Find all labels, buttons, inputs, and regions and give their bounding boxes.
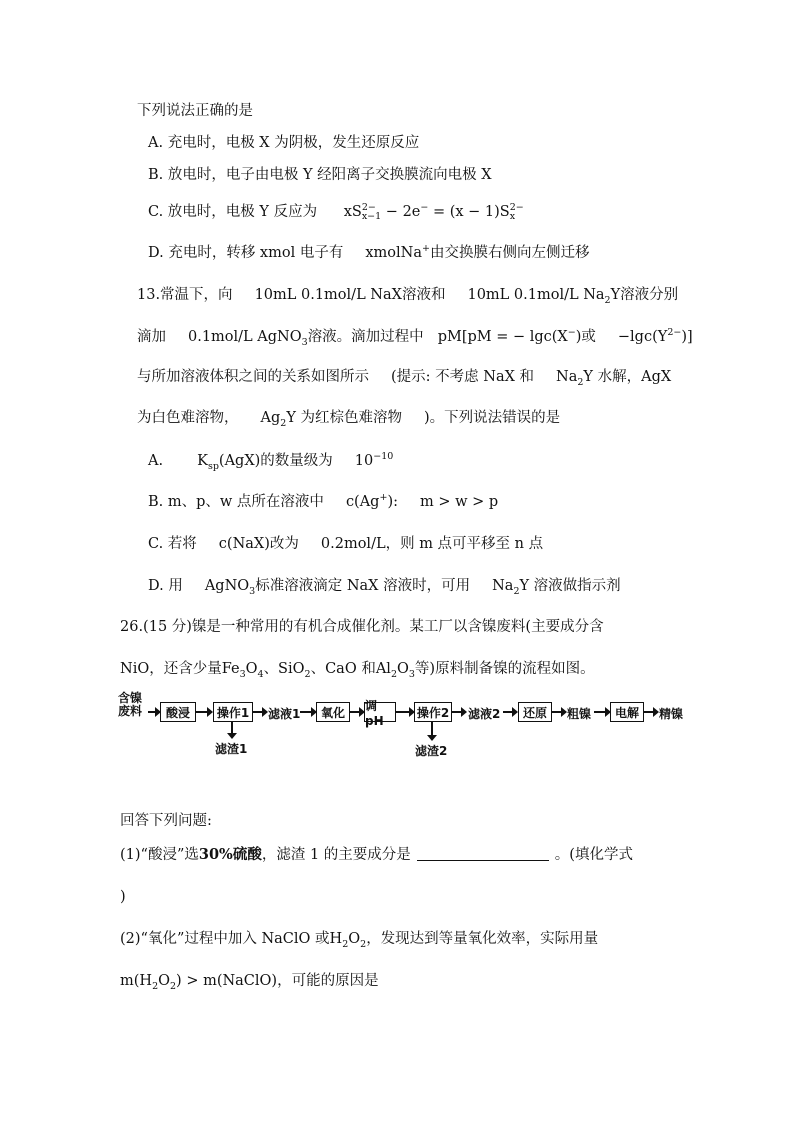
flow-box-operation1: 操作1: [213, 702, 253, 722]
q13-line4: 为白色难溶物， $Ag_2Y$ 为红棕色难溶物 )。下列说法错误的是: [137, 410, 561, 429]
flow-arrow: [350, 711, 360, 713]
intro-line: 下列说法正确的是: [137, 103, 253, 119]
flow-arrow: [396, 711, 410, 713]
flow-arrow: [452, 711, 462, 713]
q26-part1-close: ): [120, 889, 126, 905]
q13-option-b: B. m、p、w 点所在溶液中 c(Ag+): m > w > p: [148, 492, 499, 510]
flow-box-operation2: 操作2: [414, 702, 452, 722]
q13-option-d: D. 用 AgNO$_3$标准溶液滴定 NaX 溶液时，可用 $Na_2Y$ 溶液做指示剂: [148, 578, 621, 597]
flow-filtrate2: 滤液2: [468, 707, 501, 721]
q13-line3: 与所加溶液体积之间的关系如图所示 (提示: 不考虑 NaX 和 $Na_2Y$ 水解，AgX: [137, 369, 672, 388]
flow-box-electrolysis: 电解: [610, 702, 644, 722]
q12-option-d-formula: xmolNa+: [365, 243, 430, 261]
flow-arrow: [196, 711, 208, 713]
q12-option-c-text: C. 放电时，电极 Y 反应为: [148, 204, 318, 220]
q12-option-d-pre: D. 充电时，转移 xmol 电子有: [148, 245, 344, 261]
flow-residue1: 滤渣1: [215, 742, 248, 756]
q12-option-d: [148, 243, 589, 263]
answer-blank[interactable]: [417, 846, 549, 861]
q13-option-c: C. 若将 c(NaX)改为 0.2mol/L，则 m 点可平移至 n 点: [148, 536, 544, 552]
flow-box-adjust-ph: 调pH: [364, 702, 396, 722]
flow-down-arrow: [431, 722, 433, 736]
flow-arrow: [253, 711, 263, 713]
flow-arrow: [552, 711, 562, 713]
q12-option-d-post: 由交换膜右侧向左侧迁移: [429, 245, 590, 261]
flow-arrow: [644, 711, 654, 713]
q26-part2: (2)“氧化”过程中加入 NaClO 或$H_2O_2$，发现达到等量氧化效率，实际用量: [120, 931, 599, 950]
flow-arrow: [503, 711, 513, 713]
q26-part2-line2: $m(H_2O_2)$ > m(NaClO)，可能的原因是: [120, 973, 379, 992]
flow-box-oxidation: 氧化: [316, 702, 350, 722]
q13-line1: 13.常温下，向 10mL 0.1mol/L NaX溶液和 10mL 0.1mol/L $Na_2Y$溶液分别: [137, 287, 679, 306]
q12-option-b: B. 放电时，电子由电极 Y 经阳离子交换膜流向电极 X: [148, 167, 492, 183]
answer-intro: 回答下列问题:: [120, 813, 212, 829]
flow-down-arrow: [231, 722, 233, 734]
flow-arrow: [594, 711, 606, 713]
flow-arrow: [148, 711, 156, 713]
flow-start-label: 含镍 废料: [118, 691, 143, 718]
flow-box-acid-leach: 酸浸: [160, 702, 196, 722]
flow-filtrate1: 滤液1: [268, 707, 301, 721]
flow-refined-nickel: 精镍: [659, 707, 684, 721]
flow-arrow: [300, 711, 312, 713]
q26-line1: 26.(15 分)镍是一种常用的有机合成催化剂。某工厂以含镍废料(主要成分含: [120, 619, 604, 635]
q12-option-c: [148, 202, 524, 222]
flow-crude-nickel: 粗镍: [567, 707, 592, 721]
q26-part1: (1)“酸浸”选30%硫酸，滤渣 1 的主要成分是 。(填化学式: [120, 846, 633, 863]
q12-option-a: A. 充电时，电极 X 为阴极，发生还原反应: [148, 135, 420, 151]
q12-option-c-formula: xS2− x−1 − 2e− = (x − 1)S2− x: [343, 202, 524, 222]
process-flow-diagram: [118, 692, 688, 762]
q26-line2: NiO，还含少量$Fe_3O_4$、SiO$_2$、CaO 和$Al_2O_3$等)原料制备镍的流程如图。: [120, 661, 595, 680]
q13-line2: 滴加 0.1mol/L AgNO$_3$溶液。滴加过程中 pM[pM = − lgc(X−)或 $-\lg c(Y^{2-})$]: [137, 327, 693, 348]
q13-option-a: A. $K_{sp}(AgX)$的数量级为 $10^{-10}$: [148, 451, 394, 472]
flow-box-reduction: 还原: [518, 702, 552, 722]
flow-residue2: 滤渣2: [415, 744, 448, 758]
